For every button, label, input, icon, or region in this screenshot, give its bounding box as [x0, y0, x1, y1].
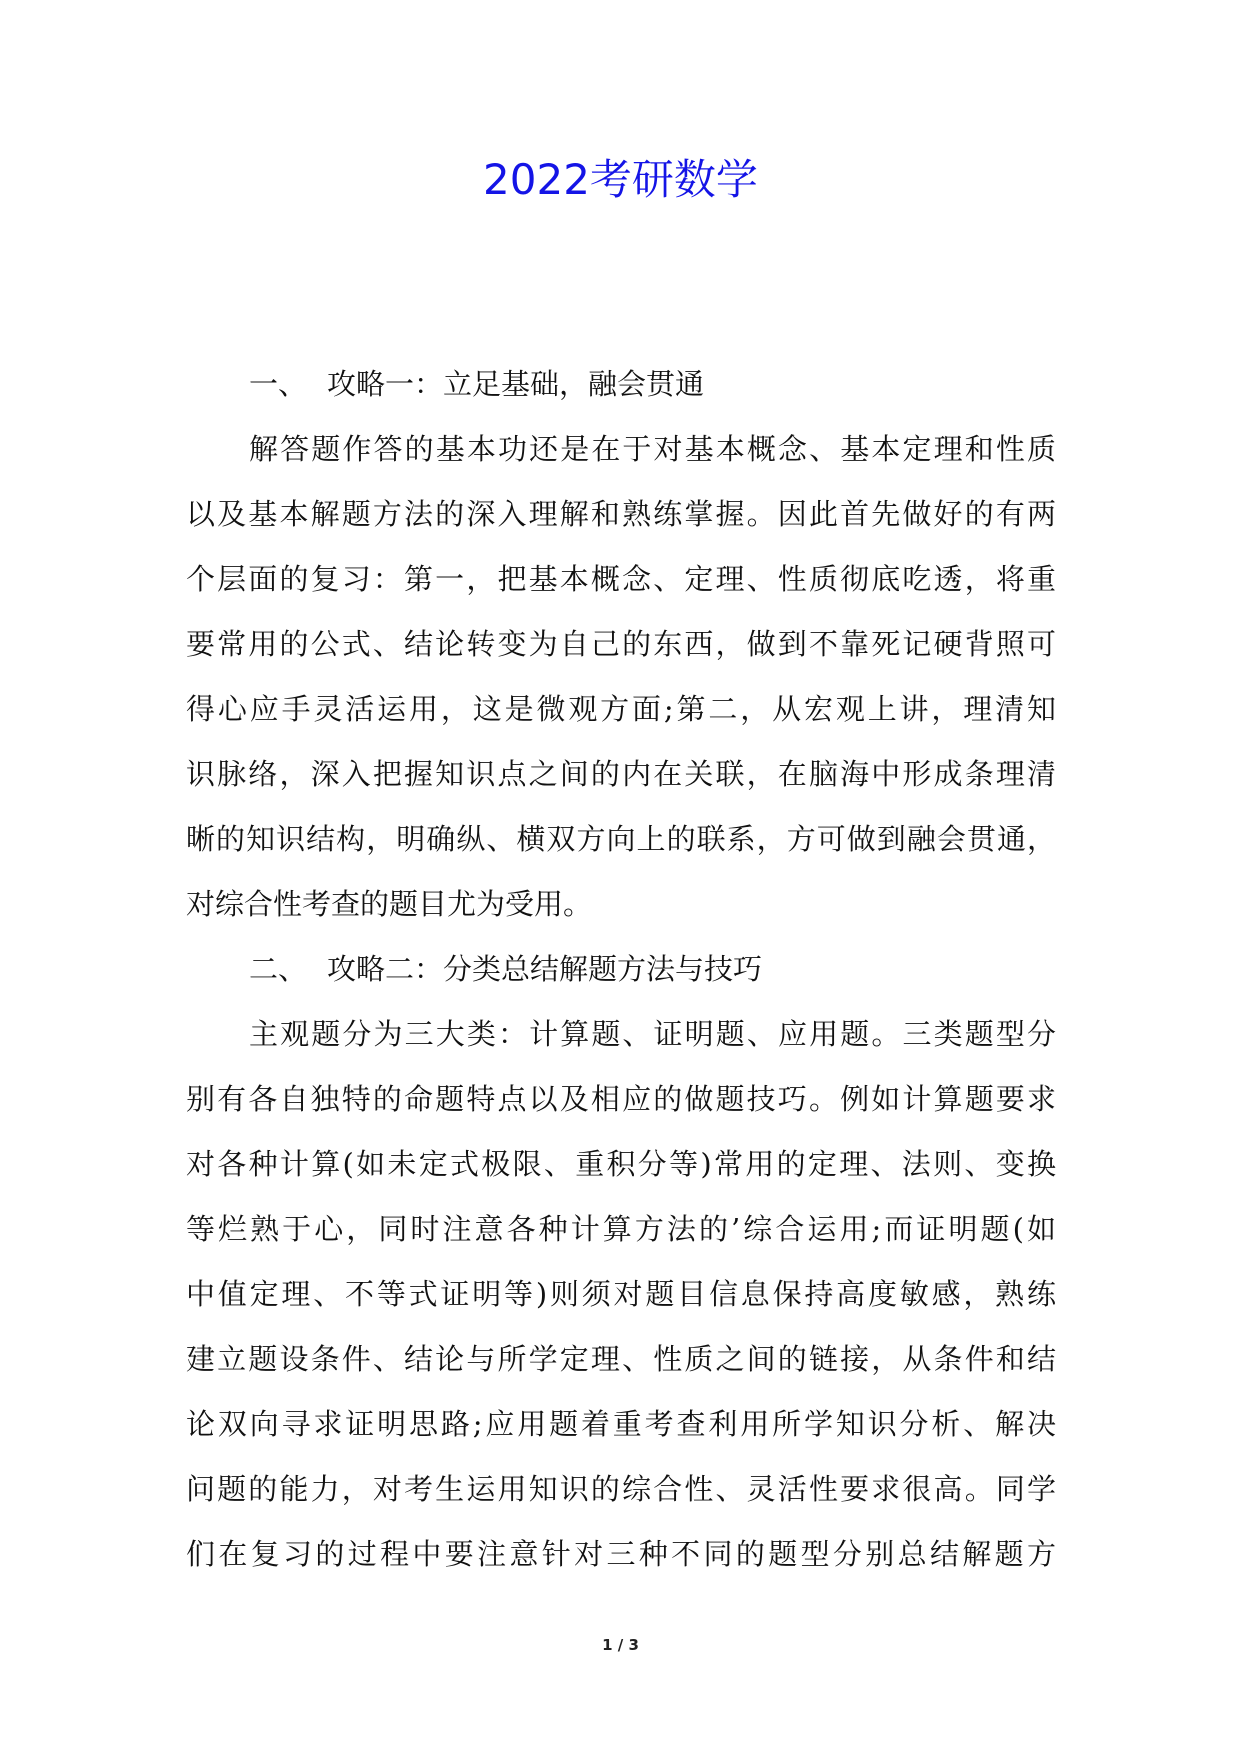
paragraph-line: 晰的知识结构，明确纵、横双方向上的联系，方可做到融会贯通，: [186, 822, 1056, 856]
paragraph-line: 要常用的公式、结论转变为自己的东西，做到不靠死记硬背照可: [186, 627, 1056, 661]
paragraph-line: 论双向寻求证明思路;应用题着重考查利用所学知识分析、解决: [186, 1407, 1056, 1441]
paragraph-line: 个层面的复习：第一，把基本概念、定理、性质彻底吃透，将重: [186, 562, 1056, 596]
paragraph-line: 建立题设条件、结论与所学定理、性质之间的链接，从条件和结: [186, 1342, 1056, 1376]
paragraph-line: 对综合性考查的题目尤为受用。: [186, 887, 593, 921]
paragraph-line: 以及基本解题方法的深入理解和熟练掌握。因此首先做好的有两: [186, 497, 1056, 531]
paragraph-line: 识脉络，深入把握知识点之间的内在关联，在脑海中形成条理清: [186, 757, 1056, 791]
paragraph-line: 对各种计算(如未定式极限、重积分等)常用的定理、法则、变换: [186, 1147, 1056, 1181]
paragraph-line: 等烂熟于心，同时注意各种计算方法的’综合运用;而证明题(如: [186, 1212, 1056, 1246]
section-heading-1: [186, 352, 1056, 417]
section-number: 一、: [249, 367, 308, 401]
page-title: 2022考研数学: [483, 155, 758, 204]
page-number: 1 / 3: [602, 1636, 639, 1654]
paragraph-line: 解答题作答的基本功还是在于对基本概念、基本定理和性质: [249, 432, 1056, 466]
paragraph-line: 别有各自独特的命题特点以及相应的做题技巧。例如计算题要求: [186, 1082, 1056, 1116]
paragraph-line: 们在复习的过程中要注意针对三种不同的题型分别总结解题方: [186, 1537, 1056, 1571]
paragraph-line: 得心应手灵活运用，这是微观方面;第二，从宏观上讲，理清知: [186, 692, 1056, 726]
section-number: 二、: [249, 952, 308, 986]
paragraph-line: 中值定理、不等式证明等)则须对题目信息保持高度敏感，熟练: [186, 1277, 1056, 1311]
paragraph-line: 问题的能力，对考生运用知识的综合性、灵活性要求很高。同学: [186, 1472, 1056, 1506]
section-heading-text: 攻略一：立足基础，融会贯通: [327, 367, 705, 401]
paragraph-line: 主观题分为三大类：计算题、证明题、应用题。三类题型分: [249, 1017, 1056, 1051]
document-body: [186, 352, 1056, 1587]
section-heading-text: 攻略二：分类总结解题方法与技巧: [327, 952, 763, 986]
section-heading-2: [186, 937, 1056, 1002]
